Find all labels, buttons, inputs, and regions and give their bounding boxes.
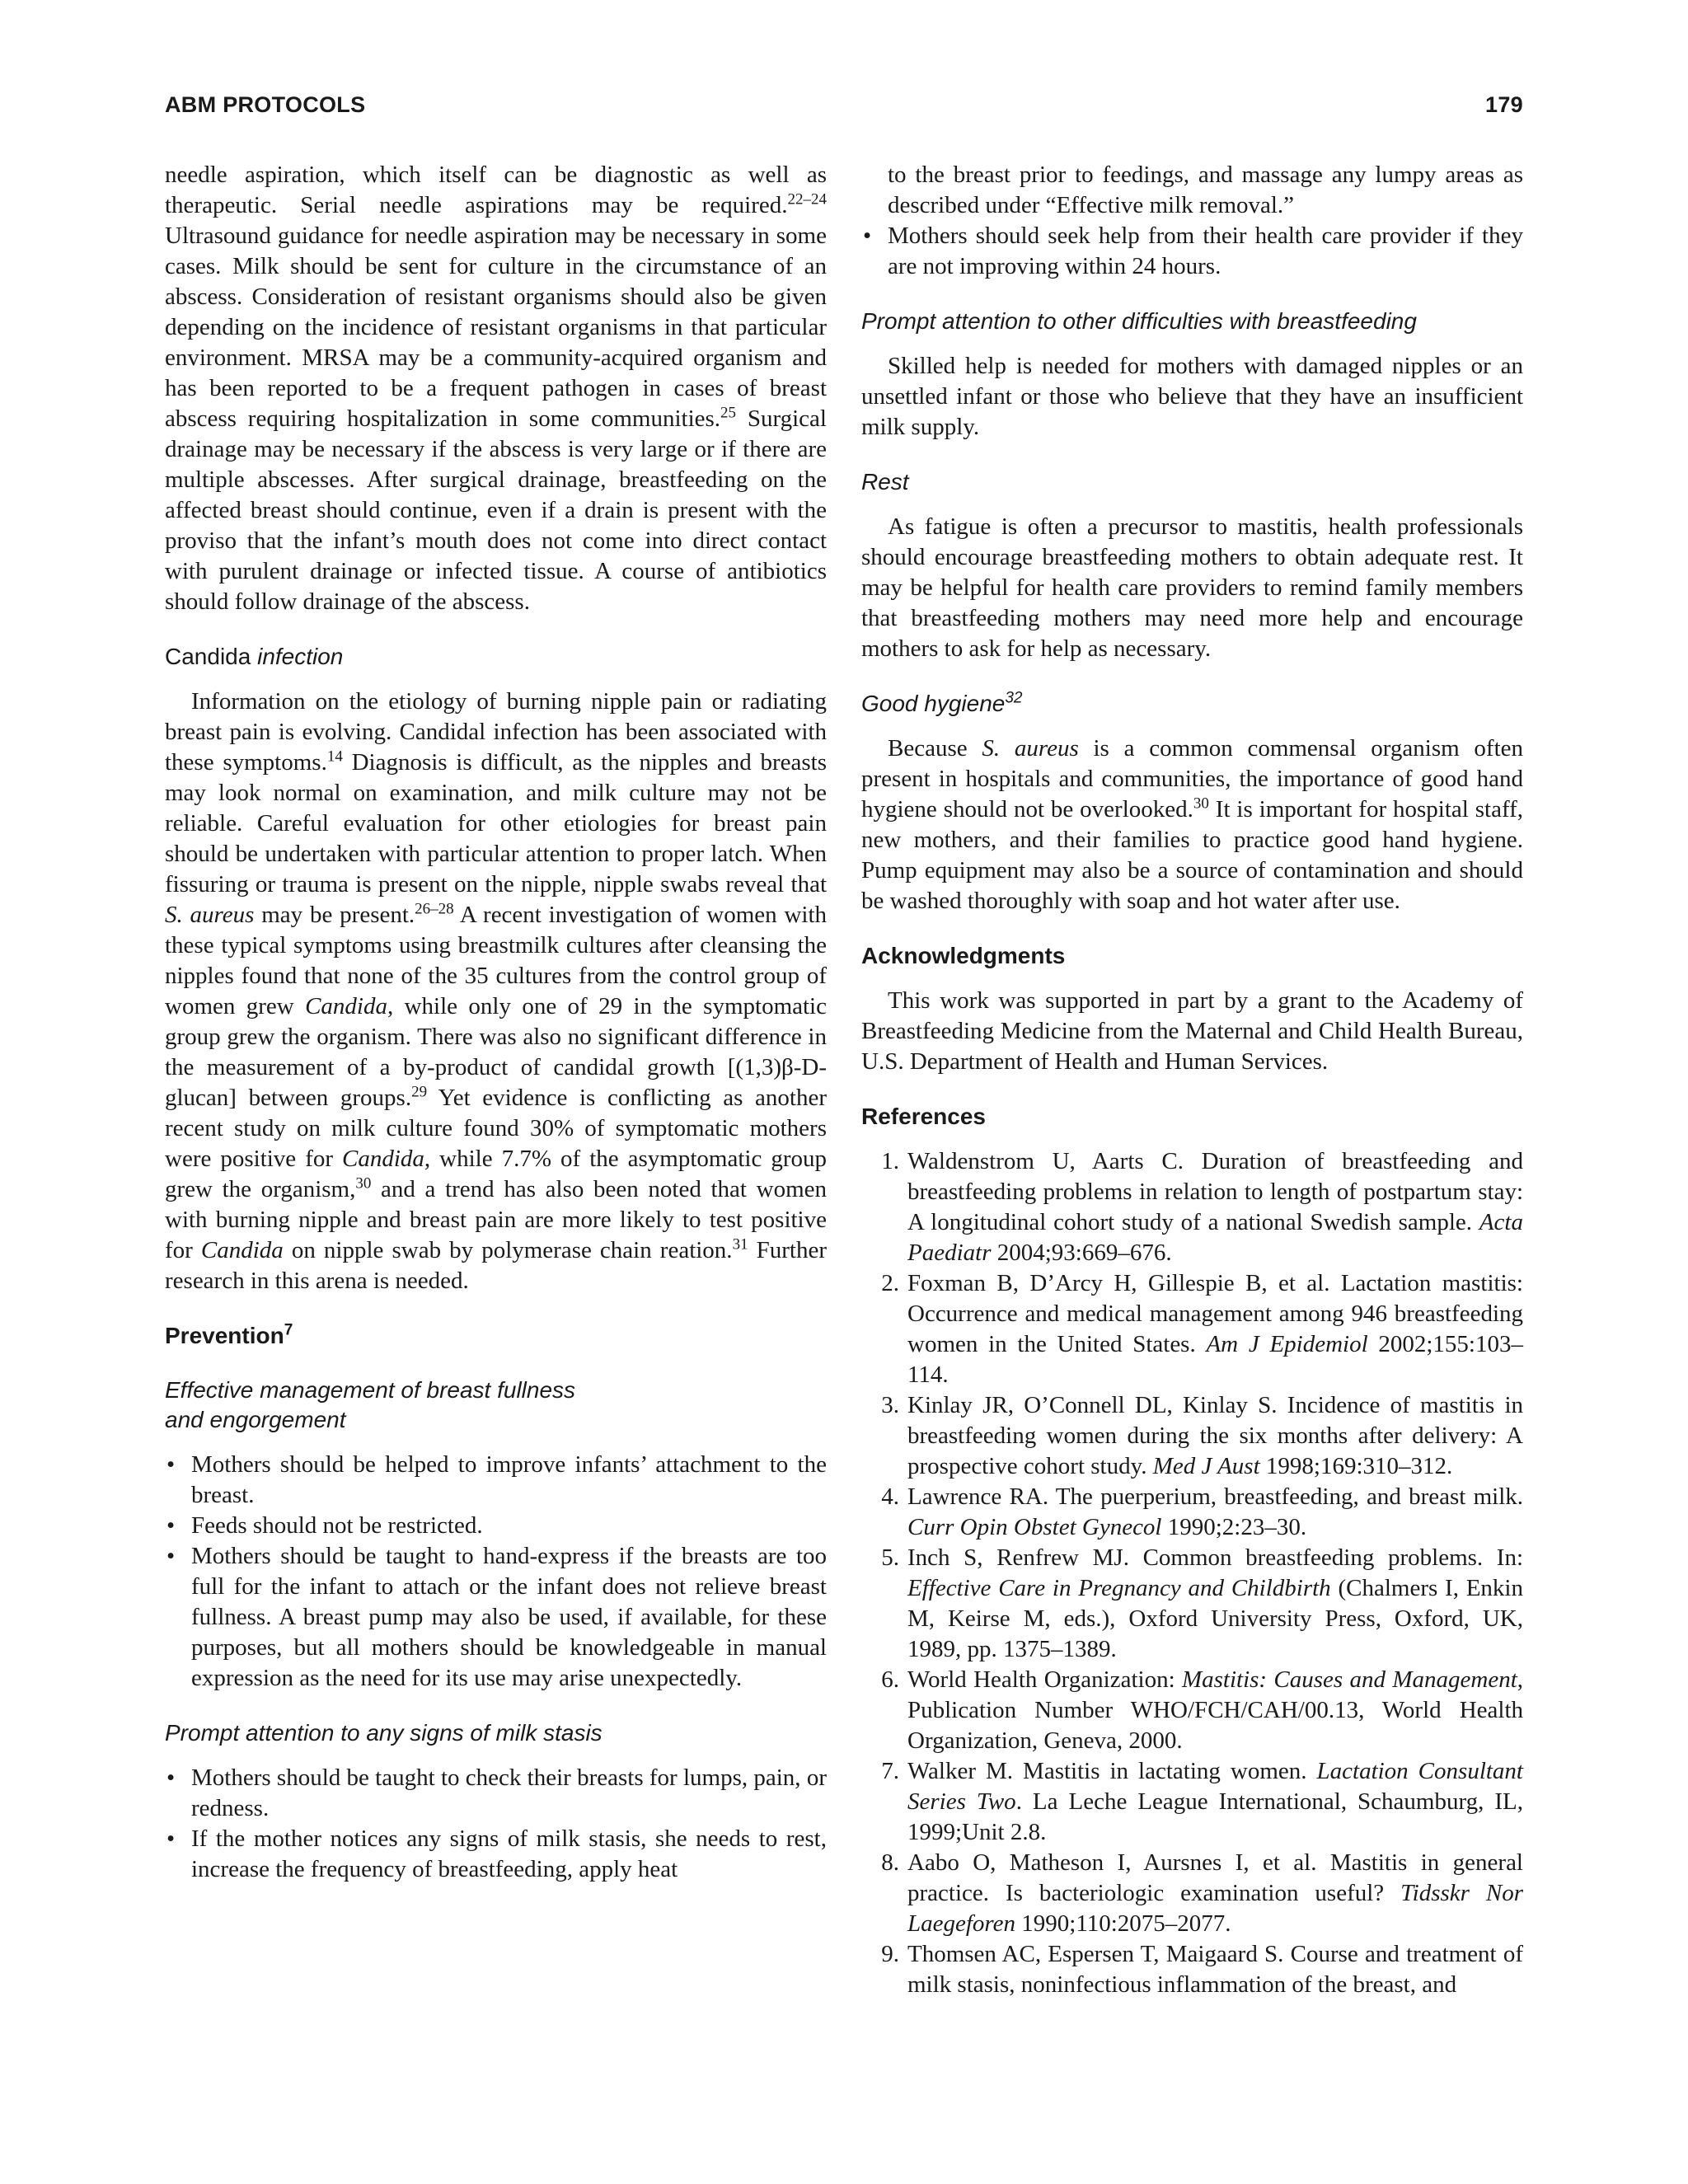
bullet-item: • If the mother notices any signs of milk stasis, she needs to rest, increase the frequency of breastfeeding, apply heat — [165, 1824, 827, 1885]
page-number: 179 — [1485, 92, 1523, 117]
hygiene-heading: Good hygiene$^{32}$ — [861, 689, 1023, 716]
hygiene-paragraph: Because S. aureus is a common commensal organism often present in hospitals and communities, the importance of good hand hygiene should not be overlooked.$^{30}$ It is important for hospital staff, new mothers, and their families to practice good hand hygiene. Pump equipment may also be a source of contamination and should be washed thoroughly with soap and hot water after use. — [861, 735, 1524, 914]
stasis-bullet-list — [165, 1763, 827, 1885]
reference-item: 7. Walker M. Mastitis in lactating women. Lactation Consultant Series Two. La Leche League International, Schaumburg, IL, 1999;Unit 2.8. — [881, 1758, 1523, 1845]
reference-item: 9. Thomsen AC, Espersen T, Maigaard S. Course and treatment of milk stasis, noninfectious inflammation of the breast, and — [881, 1941, 1523, 1998]
difficulties-heading: Prompt attention to other difficulties with breastfeeding — [861, 308, 1417, 334]
citation: 30 — [1193, 794, 1209, 813]
bullet-item: • Mothers should be taught to hand-express if the breasts are too full for the infant to attach or the infant does not relieve breast fullness. A breast pump may also be used, if available, for these purposes, but all mothers should be knowledgeable in manual expression as the need for its use may arise unexpectedly. — [165, 1541, 827, 1694]
citation: 22–24 — [787, 190, 827, 209]
reference-item: 8. Aabo O, Matheson I, Aursnes I, et al. Mastitis in general practice. Is bacteriologic examination useful? Tidsskr Nor Laegeforen 1990;110:2075–2077. — [881, 1849, 1523, 1937]
reference-item: 5. Inch S, Renfrew MJ. Common breastfeeding problems. In: Effective Care in Pregnancy and Childbirth (Chalmers I, Enkin M, Keirse M, eds.), Oxford University Press, Oxford, UK, 1989, pp. 1375–1389. — [881, 1544, 1523, 1662]
bullet-item: • Feeds should not be restricted. — [165, 1511, 827, 1541]
citation: 7 — [284, 1321, 293, 1339]
stasis-heading: Prompt attention to any signs of milk stasis — [165, 1720, 603, 1746]
acknowledgments-paragraph: This work was supported in part by a grant to the Academy of Breastfeeding Medicine from the Maternal and Child Health Bureau, U.S. Department of Health and Human Services. — [861, 987, 1523, 1075]
running-head — [165, 92, 1523, 118]
citation: 30 — [355, 1174, 372, 1193]
references-heading: References — [861, 1104, 986, 1129]
prevention-heading: Prevention$^7$ — [165, 1321, 293, 1348]
citation: 14 — [326, 748, 343, 766]
fullness-bullet-list — [165, 1450, 827, 1694]
right-column — [861, 160, 1523, 2000]
reference-item: 4. Lawrence RA. The puerperium, breastfeeding, and breast milk. Curr Opin Obstet Gynecol 1990;2:23–30. — [881, 1483, 1523, 1540]
rest-heading: Rest — [861, 469, 909, 494]
stasis-bullet-list-continued — [861, 221, 1523, 282]
bullet-continuation: to the breast prior to feedings, and massage any lumpy areas as described under “Effective milk removal.” — [888, 162, 1523, 218]
reference-list — [861, 1146, 1523, 2000]
journal-section-title: ABM PROTOCOLS — [165, 92, 366, 117]
fullness-heading: Effective management of breast fullness and engorgement — [165, 1377, 576, 1432]
difficulties-paragraph: Skilled help is needed for mothers with damaged nipples or an unsettled infant or those who believe that they have an insufficient milk supply. — [861, 353, 1523, 440]
reference-item: 1. Waldenstrom U, Aarts C. Duration of breastfeeding and breastfeeding problems in relation to length of postpartum stay: A longitudinal cohort study of a national Swedish sample. Acta Paediatr 2004;93:669–676. — [881, 1148, 1523, 1266]
citation: 32 — [1005, 689, 1023, 707]
bullet-item: • Mothers should be taught to check their breasts for lumps, pain, or redness. — [165, 1763, 827, 1824]
reference-item: 6. World Health Organization: Mastitis: Causes and Management, Publication Number WHO/FCH/CAH/00.13, World Health Organization, Geneva, 2000. — [881, 1666, 1523, 1754]
candida-heading: Candida infection — [165, 644, 344, 669]
abscess-paragraph: needle aspiration, which itself can be diagnostic as well as therapeutic. Serial needle aspirations may be required.$^{22-24}$ Ultrasound guidance for needle aspiration may be necessary in some cases. Milk should be sent for culture in the circumstance of an abscess. Consideration of resistant organisms should also be given depending on the incidence of resistant organisms in that particular environment. MRSA may be a community-acquired organism and has been reported to be a frequent pathogen in cases of breast abscess requiring hospitalization in some communities.$^{25}$ Surgical drainage may be necessary if the abscess is very large or if there are multiple abscesses. After surgical drainage, breastfeeding on the affected breast should continue, even if a drain is present with the proviso that the infant’s mouth does not come into direct contact with purulent drainage or infected tissue. A course of antibiotics should follow drainage of the abscess. — [165, 162, 827, 615]
rest-paragraph: As fatigue is often a precursor to mastitis, health professionals should encourage breastfeeding mothers to obtain adequate rest. It may be helpful for health care providers to remind family members that breastfeeding mothers may need more help and encourage mothers to ask for help as necessary. — [861, 513, 1523, 662]
citation: 25 — [720, 404, 737, 422]
candida-paragraph: Information on the etiology of burning nipple pain or radiating breast pain is evolving. Candidal infection has been associated with these symptoms.$^{14}$ Diagnosis is difficult, as the nipples and breasts may look normal on examination, and milk culture may not be reliable. Careful evaluation for other etiologies for breast pain should be undertaken with particular attention to proper latch. When fissuring or trauma is present on the nipple, nipple swabs reveal that S. aureus may be present.$^{26-28}$ A recent investigation of women with these typical symptoms using breastmilk cultures after cleansing the nipples found that none of the 35 cultures from the control group of women grew Candida, while only one of 29 in the symptomatic group grew the organism. There was also no significant difference in the measurement of a by-product of candidal growth [(1,3)β-D-glucan] between groups.$^{29}$ Yet evidence is conflicting as another recent study on milk culture found 30% of symptomatic mothers were positive for Candida, while 7.7% of the asymptomatic group grew the organism,$^{30}$ and a trend has also been noted that women with burning nipple and breast pain are more likely to test positive for Candida on nipple swab by polymerase chain reation.$^{31}$ Further research in this arena is needed. — [165, 688, 828, 1294]
citation: 26–28 — [415, 900, 454, 918]
reference-item: 3. Kinlay JR, O’Connell DL, Kinlay S. Incidence of mastitis in breastfeeding women during the six months after delivery: A prospective cohort study. Med J Aust 1998;169:310–312. — [881, 1392, 1523, 1479]
bullet-item: • Mothers should be helped to improve infants’ attachment to the breast. — [165, 1450, 827, 1511]
citation: 29 — [411, 1083, 428, 1101]
bullet-item: • Mothers should seek help from their health care provider if they are not improving within 24 hours. — [861, 221, 1523, 282]
left-column — [165, 160, 827, 1885]
reference-item: 2. Foxman B, D’Arcy H, Gillespie B, et al. Lactation mastitis: Occurrence and medical management among 946 breastfeeding women in the United States. Am J Epidemiol 2002;155:103–114. — [881, 1270, 1523, 1388]
acknowledgments-heading: Acknowledgments — [861, 943, 1066, 968]
citation: 31 — [732, 1235, 748, 1254]
